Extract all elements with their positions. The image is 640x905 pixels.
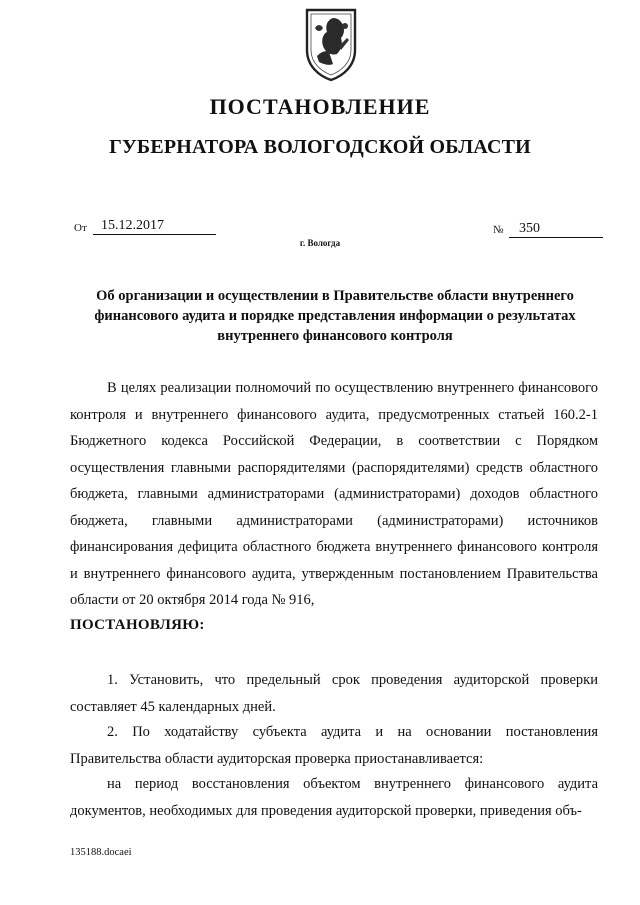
- document-city: г. Вологда: [299, 238, 341, 248]
- coat-of-arms-icon: [303, 6, 359, 82]
- document-title: ПОСТАНОВЛЕНИЕ: [209, 94, 431, 119]
- document-number: 350: [509, 220, 603, 238]
- resolve-heading: ПОСТАНОВЛЯЮ:: [70, 617, 205, 633]
- document-issuer: ГУБЕРНАТОРА ВОЛОГОДСКОЙ ОБЛАСТИ: [109, 136, 531, 158]
- document-date: 15.12.2017: [93, 217, 216, 235]
- clause-2-subparagraph: на период восстановления объектом внутреннего финансового аудита документов, необходимых для проведения аудиторской проверки, приведения объ-: [70, 776, 598, 819]
- preamble-paragraph: В целях реализации полномочий по осуществлению внутреннего финансового контроля и внутреннего финансового аудита, предусмотренных статьей 160.2-1 Бюджетного кодекса Российской Федерации, в соответствии с Порядком осуществления главными распорядителями (распорядителями) средств областного бюджета, главными администраторами (администраторами) доходов областного бюджета, главными администраторами (администраторами) источников финансирования дефицита областного бюджета внутреннего финансового контроля и внутреннего финансового аудита, утвержденным постановлением Правительства области от 20 октября 2014 года № 916,: [70, 380, 598, 608]
- clause-2: 2. По ходатайству субъекта аудита и на основании постановления Правительства области аудиторская проверка приостанавливается:: [70, 724, 598, 767]
- date-label: От: [74, 222, 87, 234]
- clause-1: 1. Установить, что предельный срок проведения аудиторской проверки составляет 45 календарных дней.: [70, 672, 598, 715]
- document-subject: Об организации и осуществлении в Правительстве области внутреннего финансового аудита и порядке представления информации о результатах внутреннего финансового контроля: [94, 288, 576, 344]
- file-reference: 135188.docaei: [70, 847, 132, 858]
- number-label: №: [493, 224, 504, 236]
